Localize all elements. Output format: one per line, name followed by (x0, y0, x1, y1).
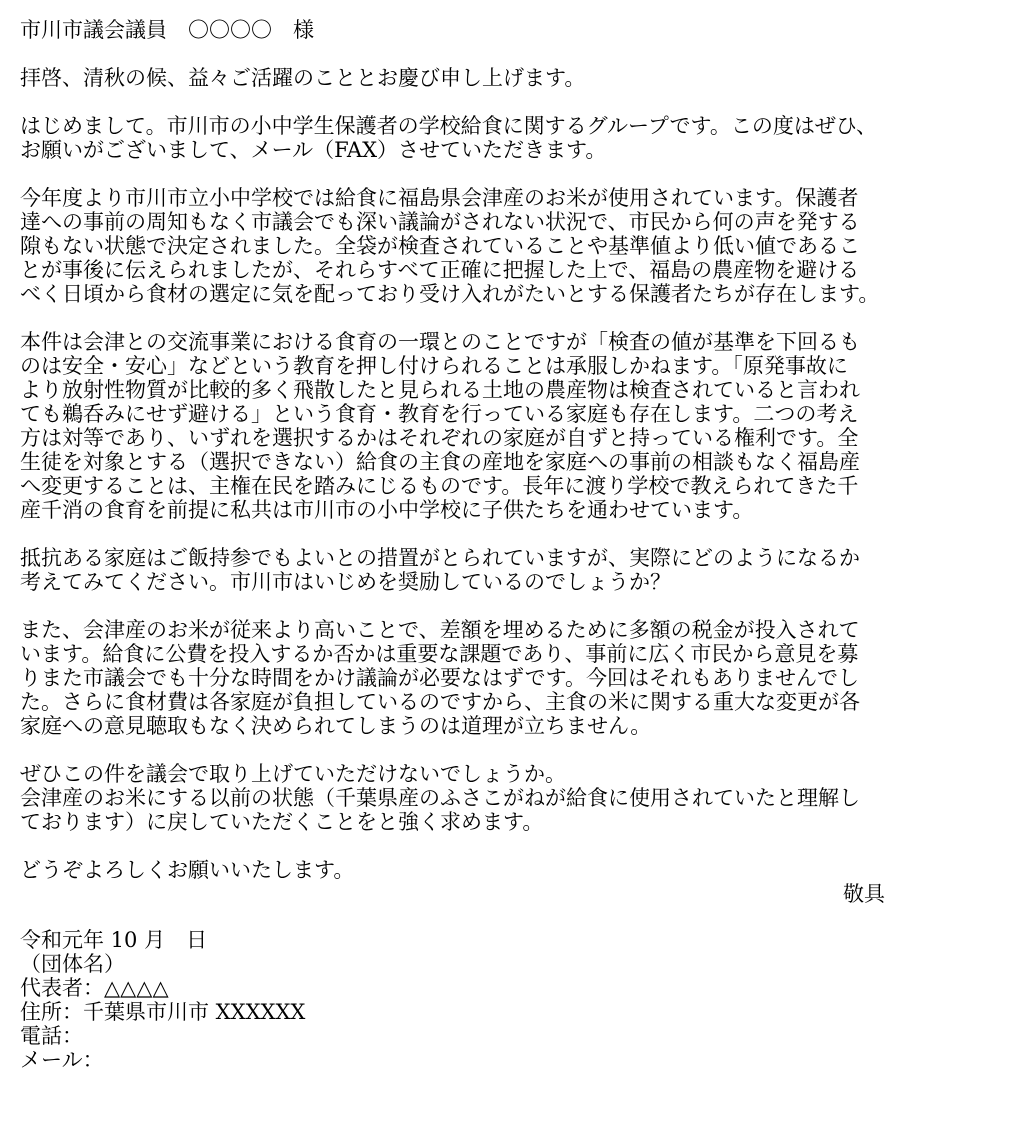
paragraph-line: 産千消の食育を前提に私共は市川市の小中学校に子供たちを通わせています。 (20, 498, 754, 522)
paragraph-line: 達への事前の周知もなく市議会でも深い議論がされない状況で、市民から何の声を発する (20, 210, 860, 234)
paragraph-line: へ変更することは、主権在民を踏みにじるものです。長年に渡り学校で教えられてきた千 (20, 474, 859, 498)
paragraph-line: 本件は会津との交流事業における食育の一環とのことですが「検査の値が基準を下回るも (20, 330, 860, 354)
paragraph-line: います。給食に公費を投入するか否かは重要な課題であり、事前に広く市民から意見を募 (20, 642, 859, 666)
paragraph-line: 隙もない状態で決定されました。全袋が検査されていることや基準値より低い値であるこ (20, 234, 860, 258)
paragraph-line: ております）に戻していただくことをと強く求めます。 (20, 810, 544, 834)
signature-representative: 代表者：△△△△ (20, 976, 169, 1000)
addressee-line: 市川市議会議員 〇〇〇〇 様 (20, 18, 314, 42)
signature-group-name: （団体名） (20, 952, 125, 976)
letter-body (20, 18, 1010, 1072)
spacer (20, 522, 1010, 546)
paragraph-line: ても鵜呑みにせず避ける」という食育・教育を行っている家庭も存在します。二つの考え (20, 402, 859, 426)
paragraph-line: べく日頃から食材の選定に気を配っており受け入れがたいとする保護者たちが存在します。 (20, 282, 880, 306)
paragraph-bullying-concern (20, 546, 1010, 594)
paragraph-line: 抵抗ある家庭はご飯持参でもよいとの措置がとられていますが、実際にどのようになるか (20, 546, 860, 570)
paragraph-line: お願いがございまして、メール（FAX）させていただきます。 (20, 138, 607, 162)
paragraph-background (20, 186, 1010, 306)
paragraph-line: 生徒を対象とする（選択できない）給食の主食の産地を家庭への事前の相談もなく福島産 (20, 450, 860, 474)
closing-row (20, 882, 1010, 906)
paragraph-line: 今年度より市川市立小中学校では給食に福島県会津産のお米が使用されています。保護者 (20, 186, 859, 210)
paragraph-line: 考えてみてください。市川市はいじめを奨励しているのでしょうか？ (20, 570, 671, 594)
spacer (20, 306, 1010, 330)
paragraph-request (20, 762, 1010, 834)
paragraph-line: 家庭への意見聴取もなく決められてしまうのは道理が立ちません。 (20, 714, 652, 738)
spacer (20, 90, 1010, 114)
paragraph-line: た。さらに食材費は各家庭が負担しているのですから、主食の米に関する重大な変更が各 (20, 690, 860, 714)
greeting-line: 拝啓、清秋の候、益々ご活躍のこととお慶び申し上げます。 (20, 66, 586, 90)
paragraph-cost-concern (20, 618, 1010, 738)
spacer (20, 594, 1010, 618)
paragraph-line: はじめまして。市川市の小中学生保護者の学校給食に関するグループです。この度はぜひ、 (20, 114, 878, 138)
signature-date: 令和元年 10 月 日 (20, 928, 208, 952)
spacer (20, 738, 1010, 762)
paragraph-line: より放射性物質が比較的多く飛散したと見られる土地の農産物は検査されていると言われ (20, 378, 860, 402)
paragraph-line: りまた市議会でも十分な時間をかけ議論が必要なはずです。今回はそれもありませんでし (20, 666, 859, 690)
paragraph-introduction (20, 114, 1010, 162)
closing-word: 敬具 (843, 882, 885, 906)
signature-phone: 電話： (20, 1024, 83, 1048)
spacer (20, 162, 1010, 186)
signature-email: メール： (20, 1048, 104, 1072)
paragraph-line: ぜひこの件を議会で取り上げていただけないでしょうか。 (20, 762, 566, 786)
signature-address: 住所：千葉県市川市 XXXXXX (20, 1000, 306, 1024)
spacer (20, 42, 1010, 66)
paragraph-line: とが事後に伝えられましたが、それらすべて正確に把握した上で、福島の農産物を避ける (20, 258, 860, 282)
paragraph-line: 会津産のお米にする以前の状態（千葉県産のふさこがねが給食に使用されていたと理解し (20, 786, 860, 810)
paragraph-line: のは安全・安心」などという教育を押し付けられることは承服しかねます。「原発事故に (20, 354, 848, 378)
paragraph-line: また、会津産のお米が従来より高いことで、差額を埋めるために多額の税金が投入されて (20, 618, 860, 642)
signature-block (20, 928, 1010, 1072)
paragraph-line: 方は対等であり、いずれを選択するかはそれぞれの家庭が自ずと持っている権利です。全 (20, 426, 859, 450)
spacer (20, 906, 1010, 928)
paragraph-objection (20, 330, 1010, 522)
spacer (20, 834, 1010, 858)
final-request-line: どうぞよろしくお願いいたします。 (20, 858, 355, 882)
